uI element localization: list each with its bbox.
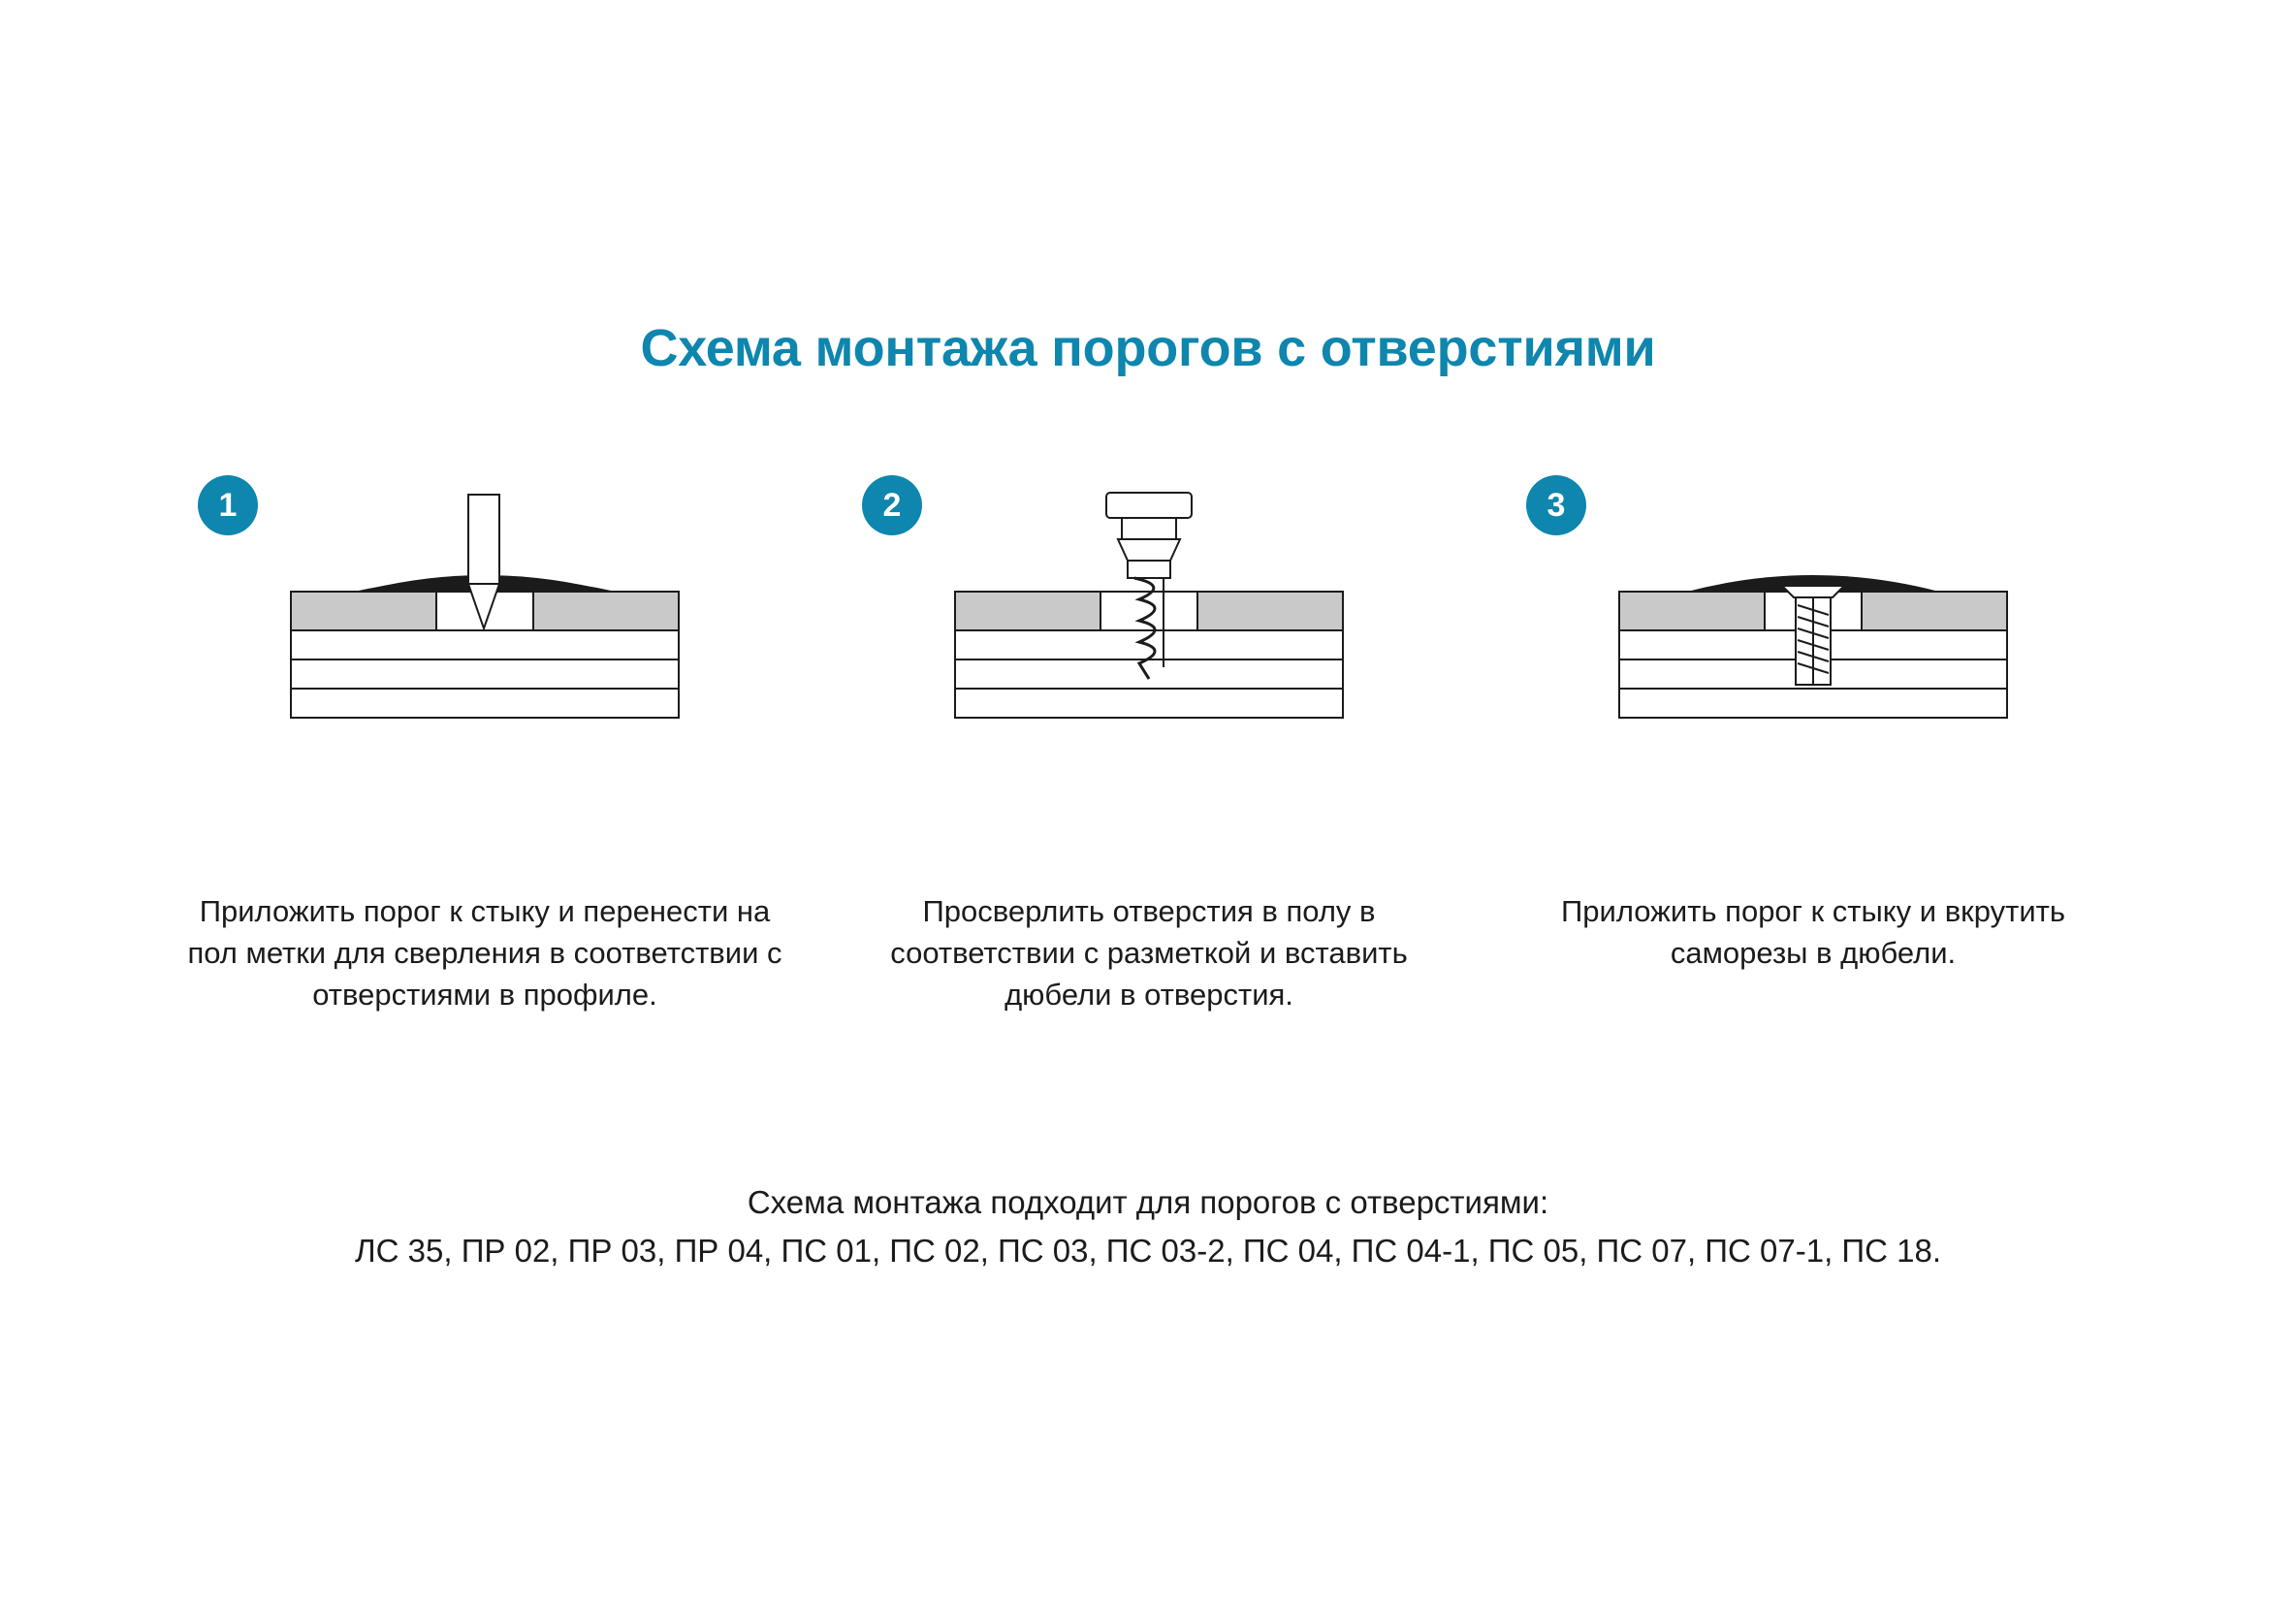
page-title: Схема монтажа порогов с отверстиями bbox=[640, 319, 1656, 377]
step-1-illustration bbox=[175, 485, 795, 873]
drill-hole-icon bbox=[945, 485, 1353, 737]
step-2 bbox=[839, 475, 1459, 1015]
drill-bit-marking-icon bbox=[281, 485, 688, 737]
footer-line-1: Схема монтажа подходит для порогов с отверстиями: bbox=[747, 1184, 1549, 1220]
step-1 bbox=[175, 475, 795, 1015]
step-1-caption: Приложить порог к стыку и перенести на пол метки для сверления в соответствии с отверстиями в профиле. bbox=[187, 894, 782, 1012]
step-3-illustration bbox=[1503, 485, 2123, 873]
step-2-illustration bbox=[839, 485, 1459, 873]
step-number-badge: 3 bbox=[1526, 475, 1586, 535]
steps-container bbox=[175, 475, 2123, 1015]
step-3-caption: Приложить порог к стыку и вкрутить саморезы в дюбели. bbox=[1560, 894, 2065, 970]
step-2-caption: Просверлить отверстия в полу в соответствии с разметкой и вставить дюбели в отверстия. bbox=[890, 894, 1408, 1012]
footer-note bbox=[0, 1178, 2296, 1275]
footer-line-2: ЛС 35, ПР 02, ПР 03, ПР 04, ПС 01, ПС 02, ПС 03, ПС 03-2, ПС 04, ПС 04-1, ПС 05, ПС 07, ПС 07-1, ПС 18. bbox=[355, 1233, 1941, 1269]
screw-fastening-icon bbox=[1610, 485, 2017, 737]
step-3 bbox=[1503, 475, 2123, 1015]
step-number-badge: 1 bbox=[198, 475, 258, 535]
step-number-badge: 2 bbox=[862, 475, 922, 535]
